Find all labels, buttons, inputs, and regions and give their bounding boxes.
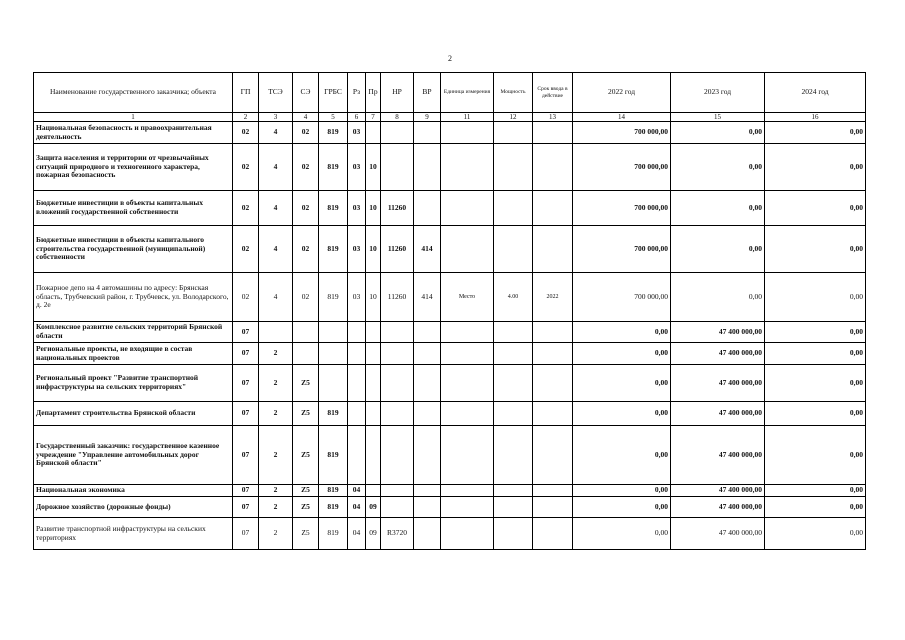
column-index: 8 [381, 113, 414, 122]
table-body [34, 122, 866, 550]
header-term: Срок ввода в действие [533, 73, 573, 113]
cell-name: Развитие транспортной инфраструктуры на сельских территориях [34, 518, 233, 550]
cell-gp: 07 [233, 497, 259, 518]
cell-y2023: 47 400 000,00 [671, 365, 765, 402]
cell-tse: 2 [259, 343, 293, 365]
cell-y2023: 47 400 000,00 [671, 518, 765, 550]
cell-unit [441, 402, 494, 426]
cell-nr [381, 144, 414, 191]
header-pr: Пр [366, 73, 381, 113]
cell-vr [414, 426, 441, 485]
cell-tse: 4 [259, 273, 293, 322]
cell-y2024: 0,00 [765, 144, 866, 191]
table-row [34, 191, 866, 226]
cell-term: 2022 [533, 273, 573, 322]
table-row [34, 518, 866, 550]
cell-y2022: 0,00 [573, 497, 671, 518]
cell-y2024: 0,00 [765, 343, 866, 365]
column-index: 2 [233, 113, 259, 122]
table-row [34, 497, 866, 518]
cell-unit [441, 322, 494, 343]
cell-y2024: 0,00 [765, 273, 866, 322]
header-gp: ГП [233, 73, 259, 113]
cell-tse: 2 [259, 426, 293, 485]
cell-y2023: 47 400 000,00 [671, 402, 765, 426]
cell-rz [348, 365, 366, 402]
cell-name: Дорожное хозяйство (дорожные фонды) [34, 497, 233, 518]
cell-y2022: 0,00 [573, 518, 671, 550]
cell-pr [366, 426, 381, 485]
cell-tse: 4 [259, 191, 293, 226]
cell-pr [366, 343, 381, 365]
cell-name: Защита населения и территории от чрезвычайных ситуаций природного и техногенного характера, пожарная безопасность [34, 144, 233, 191]
cell-gp: 07 [233, 485, 259, 497]
page-number: 2 [448, 54, 452, 63]
cell-se [293, 322, 319, 343]
cell-se: 02 [293, 273, 319, 322]
cell-y2024: 0,00 [765, 402, 866, 426]
cell-y2022: 700 000,00 [573, 191, 671, 226]
cell-nr [381, 322, 414, 343]
cell-term [533, 343, 573, 365]
column-index: 9 [414, 113, 441, 122]
header-unit: Единица измерения [441, 73, 494, 113]
cell-se: Z5 [293, 497, 319, 518]
header-tse: ТСЭ [259, 73, 293, 113]
cell-vr [414, 191, 441, 226]
cell-unit [441, 343, 494, 365]
cell-term [533, 402, 573, 426]
header-vr: ВР [414, 73, 441, 113]
cell-se: Z5 [293, 402, 319, 426]
header-y2024: 2024 год [765, 73, 866, 113]
cell-grbs: 819 [319, 518, 348, 550]
cell-gp: 02 [233, 273, 259, 322]
cell-nr [381, 122, 414, 144]
cell-vr [414, 322, 441, 343]
cell-nr [381, 497, 414, 518]
cell-tse: 2 [259, 402, 293, 426]
cell-grbs [319, 365, 348, 402]
cell-gp: 02 [233, 122, 259, 144]
cell-grbs: 819 [319, 191, 348, 226]
cell-y2023: 0,00 [671, 226, 765, 273]
cell-rz: 03 [348, 226, 366, 273]
cell-grbs: 819 [319, 144, 348, 191]
cell-grbs: 819 [319, 226, 348, 273]
cell-unit [441, 497, 494, 518]
cell-y2023: 0,00 [671, 273, 765, 322]
cell-unit [441, 426, 494, 485]
cell-grbs: 819 [319, 273, 348, 322]
cell-grbs [319, 322, 348, 343]
cell-unit: Место [441, 273, 494, 322]
cell-pr: 09 [366, 497, 381, 518]
cell-gp: 02 [233, 144, 259, 191]
cell-rz: 03 [348, 122, 366, 144]
cell-gp: 02 [233, 191, 259, 226]
cell-se: Z5 [293, 426, 319, 485]
cell-pr: 09 [366, 518, 381, 550]
cell-y2023: 0,00 [671, 191, 765, 226]
cell-term [533, 191, 573, 226]
table-row [34, 144, 866, 191]
cell-pr: 10 [366, 273, 381, 322]
cell-name: Национальная безопасность и правоохранительная деятельность [34, 122, 233, 144]
cell-vr: 414 [414, 226, 441, 273]
cell-term [533, 497, 573, 518]
cell-name: Пожарное депо на 4 автомашины по адресу: Брянская область, Трубчевский район, г. Трубчевск, ул. Володарского, д. 2е [34, 273, 233, 322]
cell-y2024: 0,00 [765, 191, 866, 226]
cell-grbs: 819 [319, 497, 348, 518]
cell-power [494, 122, 533, 144]
cell-se: Z5 [293, 365, 319, 402]
cell-power [494, 497, 533, 518]
cell-y2022: 0,00 [573, 485, 671, 497]
cell-vr [414, 365, 441, 402]
cell-rz: 04 [348, 497, 366, 518]
cell-unit [441, 191, 494, 226]
cell-nr [381, 402, 414, 426]
cell-gp: 07 [233, 365, 259, 402]
cell-unit [441, 518, 494, 550]
cell-y2022: 700 000,00 [573, 122, 671, 144]
cell-vr [414, 343, 441, 365]
header-name: Наименование государственного заказчика; объекта [34, 73, 233, 113]
column-index: 16 [765, 113, 866, 122]
cell-power [494, 191, 533, 226]
cell-name: Бюджетные инвестиции в объекты капитального строительства государственной (муниципальной) собственности [34, 226, 233, 273]
cell-pr: 10 [366, 226, 381, 273]
cell-vr [414, 144, 441, 191]
cell-pr: 10 [366, 144, 381, 191]
column-index: 5 [319, 113, 348, 122]
cell-gp: 07 [233, 402, 259, 426]
cell-rz: 04 [348, 518, 366, 550]
cell-gp: 07 [233, 322, 259, 343]
cell-pr [366, 322, 381, 343]
column-index-row [34, 113, 866, 122]
cell-power: 4.00 [494, 273, 533, 322]
column-index: 15 [671, 113, 765, 122]
cell-term [533, 426, 573, 485]
cell-y2024: 0,00 [765, 365, 866, 402]
cell-rz [348, 402, 366, 426]
cell-term [533, 485, 573, 497]
cell-se: 02 [293, 226, 319, 273]
cell-nr [381, 365, 414, 402]
column-index: 14 [573, 113, 671, 122]
column-index: 12 [494, 113, 533, 122]
cell-rz [348, 343, 366, 365]
cell-rz [348, 322, 366, 343]
cell-gp: 07 [233, 343, 259, 365]
header-rz: Рз [348, 73, 366, 113]
column-index: 4 [293, 113, 319, 122]
cell-term [533, 322, 573, 343]
cell-y2023: 47 400 000,00 [671, 485, 765, 497]
cell-tse: 2 [259, 485, 293, 497]
cell-se: 02 [293, 144, 319, 191]
cell-unit [441, 144, 494, 191]
cell-y2022: 700 000,00 [573, 273, 671, 322]
cell-term [533, 122, 573, 144]
table-row [34, 365, 866, 402]
cell-name: Государственный заказчик: государственное казенное учреждение "Управление автомобильных дорог Брянской области" [34, 426, 233, 485]
header-nr: НР [381, 73, 414, 113]
cell-pr: 10 [366, 191, 381, 226]
cell-tse: 4 [259, 144, 293, 191]
cell-power [494, 144, 533, 191]
cell-vr: 414 [414, 273, 441, 322]
cell-name: Национальная экономика [34, 485, 233, 497]
cell-pr [366, 365, 381, 402]
cell-power [494, 402, 533, 426]
cell-y2024: 0,00 [765, 226, 866, 273]
cell-vr [414, 122, 441, 144]
cell-tse: 4 [259, 122, 293, 144]
cell-y2024: 0,00 [765, 497, 866, 518]
cell-tse [259, 322, 293, 343]
table-row [34, 322, 866, 343]
cell-gp: 02 [233, 226, 259, 273]
cell-name: Департамент строительства Брянской области [34, 402, 233, 426]
column-index: 1 [34, 113, 233, 122]
cell-vr [414, 518, 441, 550]
cell-gp: 07 [233, 518, 259, 550]
table-row [34, 426, 866, 485]
header-y2022: 2022 год [573, 73, 671, 113]
cell-pr [366, 122, 381, 144]
cell-nr [381, 426, 414, 485]
cell-grbs [319, 343, 348, 365]
cell-y2024: 0,00 [765, 122, 866, 144]
cell-unit [441, 226, 494, 273]
table-row [34, 226, 866, 273]
cell-term [533, 144, 573, 191]
header-power: Мощность [494, 73, 533, 113]
cell-term [533, 226, 573, 273]
cell-se: 02 [293, 191, 319, 226]
cell-y2023: 47 400 000,00 [671, 322, 765, 343]
cell-term [533, 365, 573, 402]
cell-tse: 2 [259, 518, 293, 550]
cell-grbs: 819 [319, 402, 348, 426]
column-index: 13 [533, 113, 573, 122]
column-index: 3 [259, 113, 293, 122]
cell-term [533, 518, 573, 550]
cell-rz [348, 426, 366, 485]
cell-unit [441, 122, 494, 144]
cell-y2022: 700 000,00 [573, 144, 671, 191]
cell-unit [441, 485, 494, 497]
column-index: 6 [348, 113, 366, 122]
cell-pr [366, 402, 381, 426]
cell-name: Региональный проект "Развитие транспортной инфраструктуры на сельских территориях" [34, 365, 233, 402]
cell-y2022: 700 000,00 [573, 226, 671, 273]
cell-tse: 2 [259, 497, 293, 518]
cell-power [494, 365, 533, 402]
cell-nr [381, 485, 414, 497]
table-row [34, 343, 866, 365]
cell-vr [414, 485, 441, 497]
cell-rz: 03 [348, 191, 366, 226]
cell-y2022: 0,00 [573, 426, 671, 485]
cell-nr: 11260 [381, 191, 414, 226]
cell-y2023: 0,00 [671, 144, 765, 191]
cell-power [494, 226, 533, 273]
cell-name: Комплексное развитие сельских территорий Брянской области [34, 322, 233, 343]
cell-name: Бюджетные инвестиции в объекты капитальных вложений государственной собственности [34, 191, 233, 226]
cell-power [494, 322, 533, 343]
cell-vr [414, 497, 441, 518]
table-row [34, 485, 866, 497]
header-grbs: ГРБС [319, 73, 348, 113]
cell-y2023: 0,00 [671, 122, 765, 144]
header-se: СЭ [293, 73, 319, 113]
table-header [34, 73, 866, 122]
cell-tse: 4 [259, 226, 293, 273]
cell-rz: 03 [348, 144, 366, 191]
cell-gp: 07 [233, 426, 259, 485]
cell-grbs: 819 [319, 485, 348, 497]
column-index: 11 [441, 113, 494, 122]
cell-vr [414, 402, 441, 426]
cell-power [494, 343, 533, 365]
cell-y2024: 0,00 [765, 518, 866, 550]
cell-rz: 03 [348, 273, 366, 322]
cell-nr [381, 343, 414, 365]
cell-power [494, 426, 533, 485]
cell-tse: 2 [259, 365, 293, 402]
cell-se: Z5 [293, 518, 319, 550]
header-y2023: 2023 год [671, 73, 765, 113]
cell-y2023: 47 400 000,00 [671, 426, 765, 485]
cell-nr: 11260 [381, 273, 414, 322]
cell-nr: R3720 [381, 518, 414, 550]
cell-grbs: 819 [319, 426, 348, 485]
cell-unit [441, 365, 494, 402]
cell-y2024: 0,00 [765, 485, 866, 497]
cell-y2023: 47 400 000,00 [671, 343, 765, 365]
cell-y2024: 0,00 [765, 426, 866, 485]
cell-pr [366, 485, 381, 497]
cell-y2022: 0,00 [573, 402, 671, 426]
table-row [34, 273, 866, 322]
column-index: 7 [366, 113, 381, 122]
cell-power [494, 485, 533, 497]
cell-se: Z5 [293, 485, 319, 497]
cell-y2023: 47 400 000,00 [671, 497, 765, 518]
cell-y2024: 0,00 [765, 322, 866, 343]
cell-rz: 04 [348, 485, 366, 497]
cell-nr: 11260 [381, 226, 414, 273]
cell-se: 02 [293, 122, 319, 144]
cell-name: Региональные проекты, не входящие в состав национальных проектов [34, 343, 233, 365]
cell-y2022: 0,00 [573, 343, 671, 365]
cell-grbs: 819 [319, 122, 348, 144]
budget-table [33, 72, 866, 550]
table-row [34, 122, 866, 144]
cell-se [293, 343, 319, 365]
cell-power [494, 518, 533, 550]
cell-y2022: 0,00 [573, 322, 671, 343]
cell-y2022: 0,00 [573, 365, 671, 402]
table-row [34, 402, 866, 426]
